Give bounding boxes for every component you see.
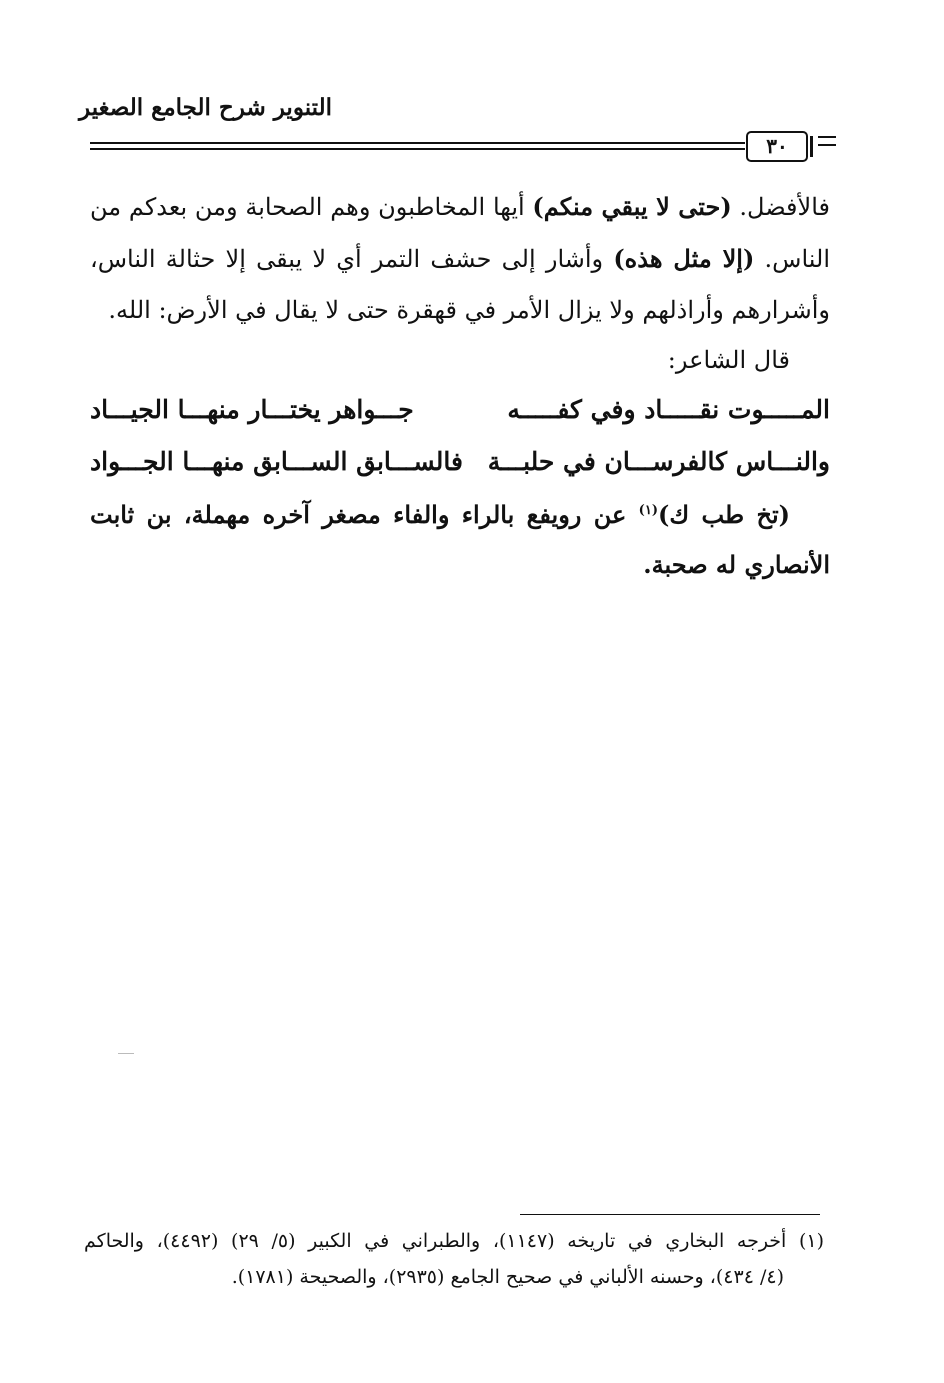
text-run: قال الشاعر: xyxy=(667,346,790,374)
verse-hemistich: فالســـابق الســـابق منهـــا الجـــواد xyxy=(90,447,463,476)
hadith-quote: (إلا مثل هذه) xyxy=(613,244,755,273)
text-run: الأنصاري له صحبة. xyxy=(643,550,830,579)
text-run: وأشار إلى حشف التمر أي لا يبقى إلا حثالة الناس، xyxy=(90,245,614,273)
header-ornament xyxy=(818,136,836,146)
verse-line-2 xyxy=(90,447,830,481)
verse-line-1 xyxy=(90,395,830,429)
running-header-title: التنوير شرح الجامع الصغير xyxy=(79,94,332,121)
verse-hemistich: والنـــاس كالفرســـان في حلبـــة xyxy=(487,447,830,476)
attribution-line xyxy=(90,500,790,529)
body-line xyxy=(90,244,830,273)
text-run: عن رويفع بالراء والفاء مصغر آخره مهملة، بن ثابت xyxy=(90,500,639,529)
header-rule xyxy=(90,148,745,150)
verse-hemistich: المـــــوت نقـــــاد وفي كفـــــه xyxy=(507,395,830,424)
footnote-line: (١) أخرجه البخاري في تاريخه (١١٤٧)، والطبراني في الكبير (٥/ ٢٩) (٤٤٩٢)، والحاكم xyxy=(84,1230,824,1252)
text-run: أيها المخاطبون وهم الصحابة ومن بعدكم من xyxy=(90,193,533,221)
verse-hemistich: جـــواهر يختـــار منهـــا الجيـــاد xyxy=(90,395,414,424)
footnote-marker[interactable]: (١) xyxy=(638,503,658,518)
body-line xyxy=(90,296,830,324)
text-run: وأشرارهم وأراذلهم ولا يزال الأمر في قهقرة حتى لا يقال في الأرض: الله. xyxy=(108,296,830,324)
poet-intro xyxy=(90,346,790,374)
footnote-separator xyxy=(520,1214,820,1215)
body-line xyxy=(90,192,830,221)
text-run: الناس. xyxy=(754,245,830,273)
text-run: فالأفضل. xyxy=(731,193,830,221)
print-speck xyxy=(118,1053,134,1054)
footnote-line: (٤/ ٤٣٤)، وحسنه الألباني في صحيح الجامع (٢٩٣٥)، والصحيحة (١٧٨١). xyxy=(231,1266,784,1288)
hadith-quote: (حتى لا يبقي منكم) xyxy=(532,192,732,221)
page-number: ٣٠ xyxy=(746,131,808,162)
source-codes: (تخ طب ك) xyxy=(657,500,791,529)
attribution-line xyxy=(90,550,830,579)
header-rule xyxy=(90,142,745,144)
